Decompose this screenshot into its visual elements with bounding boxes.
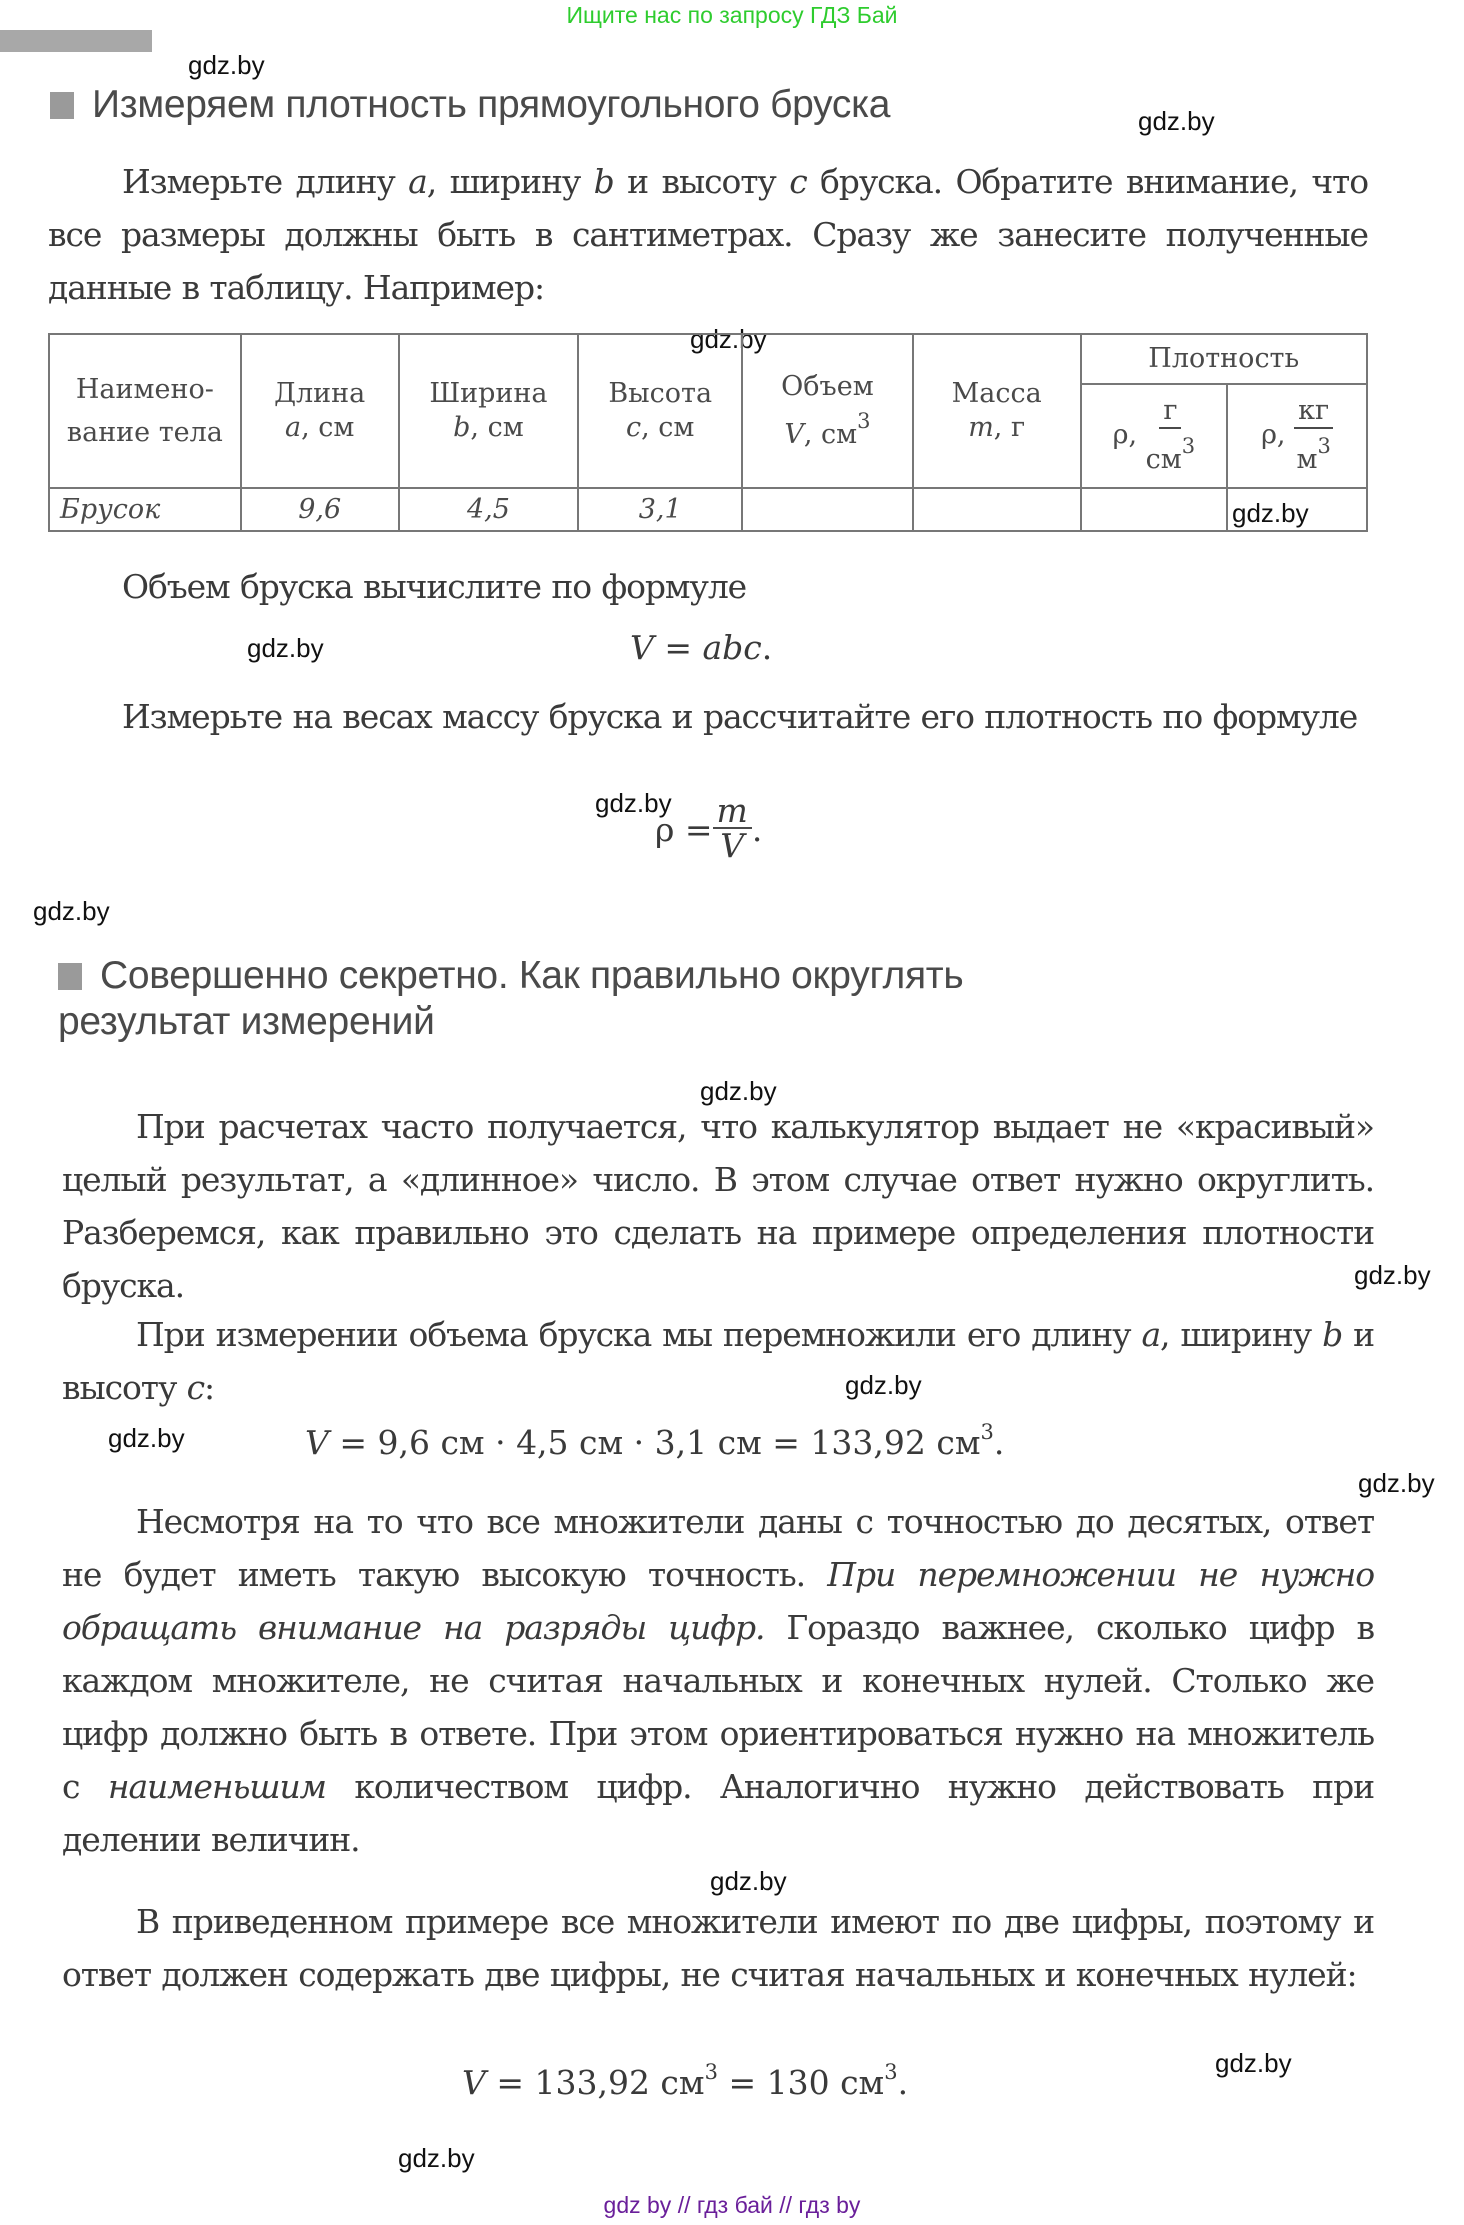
volume-calc-formula: V = 9,6 см · 4,5 см · 3,1 см = 133,92 $см^3$.	[305, 1420, 1005, 1462]
table-row	[49, 488, 1367, 531]
header-density-kg-m3: ρ, $\frac{кг}{м^3}$	[1227, 384, 1367, 488]
cell-volume	[742, 488, 913, 531]
square-bullet-icon	[58, 963, 82, 990]
watermark: gdz.by	[845, 1370, 922, 1400]
header-length: Длина a, см	[241, 334, 399, 488]
footer-links[interactable]: gdz by // гдз бай // гдз by	[603, 2192, 861, 2218]
header-volume: Объем V, $см^3$	[742, 334, 913, 488]
volume-instruction: Объем бруска вычислите по формуле	[122, 567, 747, 606]
watermark: gdz.by	[1215, 2048, 1292, 2078]
header-mass: Масса m, г	[913, 334, 1081, 488]
watermark: gdz.by	[108, 1423, 185, 1453]
section-title-line2: результат измерений	[58, 1000, 435, 1043]
rounding-paragraph-3: Несмотря на то что все множители даны с точностью до десятых, ответ не будет иметь такую высокую точность. При перемножении не нужно обращать внимание на разряды цифр. Гораздо важнее, сколько цифр в каждом множителе, не считая начальных и конечных нулей. Столько же цифр должно быть в ответе. При этом ориентироваться нужно на множитель с наименьшим количеством цифр. Аналогично нужно действовать при делении величин.	[62, 1502, 1375, 1859]
section-title: Совершенно секретно. Как правильно округлять	[100, 954, 964, 997]
cell-width: 4,5	[399, 488, 579, 531]
mass-instruction: Измерьте на весах массу бруска и рассчитайте его плотность по формуле	[122, 697, 1358, 736]
watermark: gdz.by	[247, 633, 324, 663]
watermark: gdz.by	[710, 1866, 787, 1896]
density-formula: ρ = $\frac{m}{V}$ .	[655, 791, 763, 865]
cell-length: 9,6	[241, 488, 399, 531]
watermark: gdz.by	[1358, 1468, 1435, 1498]
measurement-table	[48, 333, 1368, 532]
section-heading-rounding	[58, 953, 1358, 1045]
section-heading-density	[50, 82, 1150, 128]
cell-name: Брусок	[49, 488, 241, 531]
section-title: Измеряем плотность прямоугольного бруска	[92, 83, 891, 126]
intro-paragraph: Измерьте длину a, ширину b и высоту c бруска. Обратите внимание, что все размеры должны быть в сантиметрах. Сразу же занесите полученные данные в таблицу. Например:	[48, 162, 1368, 307]
header-width: Ширина b, см	[399, 334, 579, 488]
volume-formula: V = abc.	[630, 628, 773, 667]
search-banner[interactable]: Ищите нас по запросу ГДЗ Бай	[566, 2, 898, 28]
cell-height: 3,1	[578, 488, 742, 531]
watermark: gdz.by	[33, 896, 110, 926]
watermark: gdz.by	[1354, 1260, 1431, 1290]
cell-density-kg-m3	[1227, 488, 1367, 531]
watermark: gdz.by	[1232, 498, 1309, 528]
watermark: gdz.by	[1138, 106, 1215, 136]
rounding-paragraph-1: При расчетах часто получается, что калькулятор выдает не «красивый» целый результат, а «длинное» число. В этом случае ответ нужно округлить. Разберемся, как правильно это сделать на примере определения плотности бруска.	[62, 1107, 1374, 1305]
header-height: Высота c, см	[578, 334, 742, 488]
rounded-result-formula: V = 133,92 $см^3 = 130$ $см^3$.	[462, 2060, 909, 2102]
rounding-paragraph-4: В приведенном примере все множители имеют по две цифры, поэтому и ответ должен содержать две цифры, не считая начальных и конечных нулей:	[62, 1902, 1374, 1994]
header-density: Плотность	[1081, 334, 1368, 384]
watermark: gdz.by	[398, 2143, 475, 2173]
watermark: gdz.by	[188, 50, 265, 80]
watermark: gdz.by	[690, 324, 767, 354]
header-density-g-cm3: ρ, $\frac{г}{см^3}$	[1081, 384, 1228, 488]
cell-mass	[913, 488, 1081, 531]
header-body-name: Наимено-вание тела	[49, 334, 241, 488]
cell-density-g-cm3	[1081, 488, 1228, 531]
page-edge-bar	[0, 30, 152, 52]
square-bullet-icon	[50, 92, 74, 119]
rounding-paragraph-2: При измерении объема бруска мы перемножили его длину a, ширину b и высоту c:	[62, 1315, 1375, 1407]
watermark: gdz.by	[595, 788, 672, 818]
watermark: gdz.by	[700, 1076, 777, 1106]
